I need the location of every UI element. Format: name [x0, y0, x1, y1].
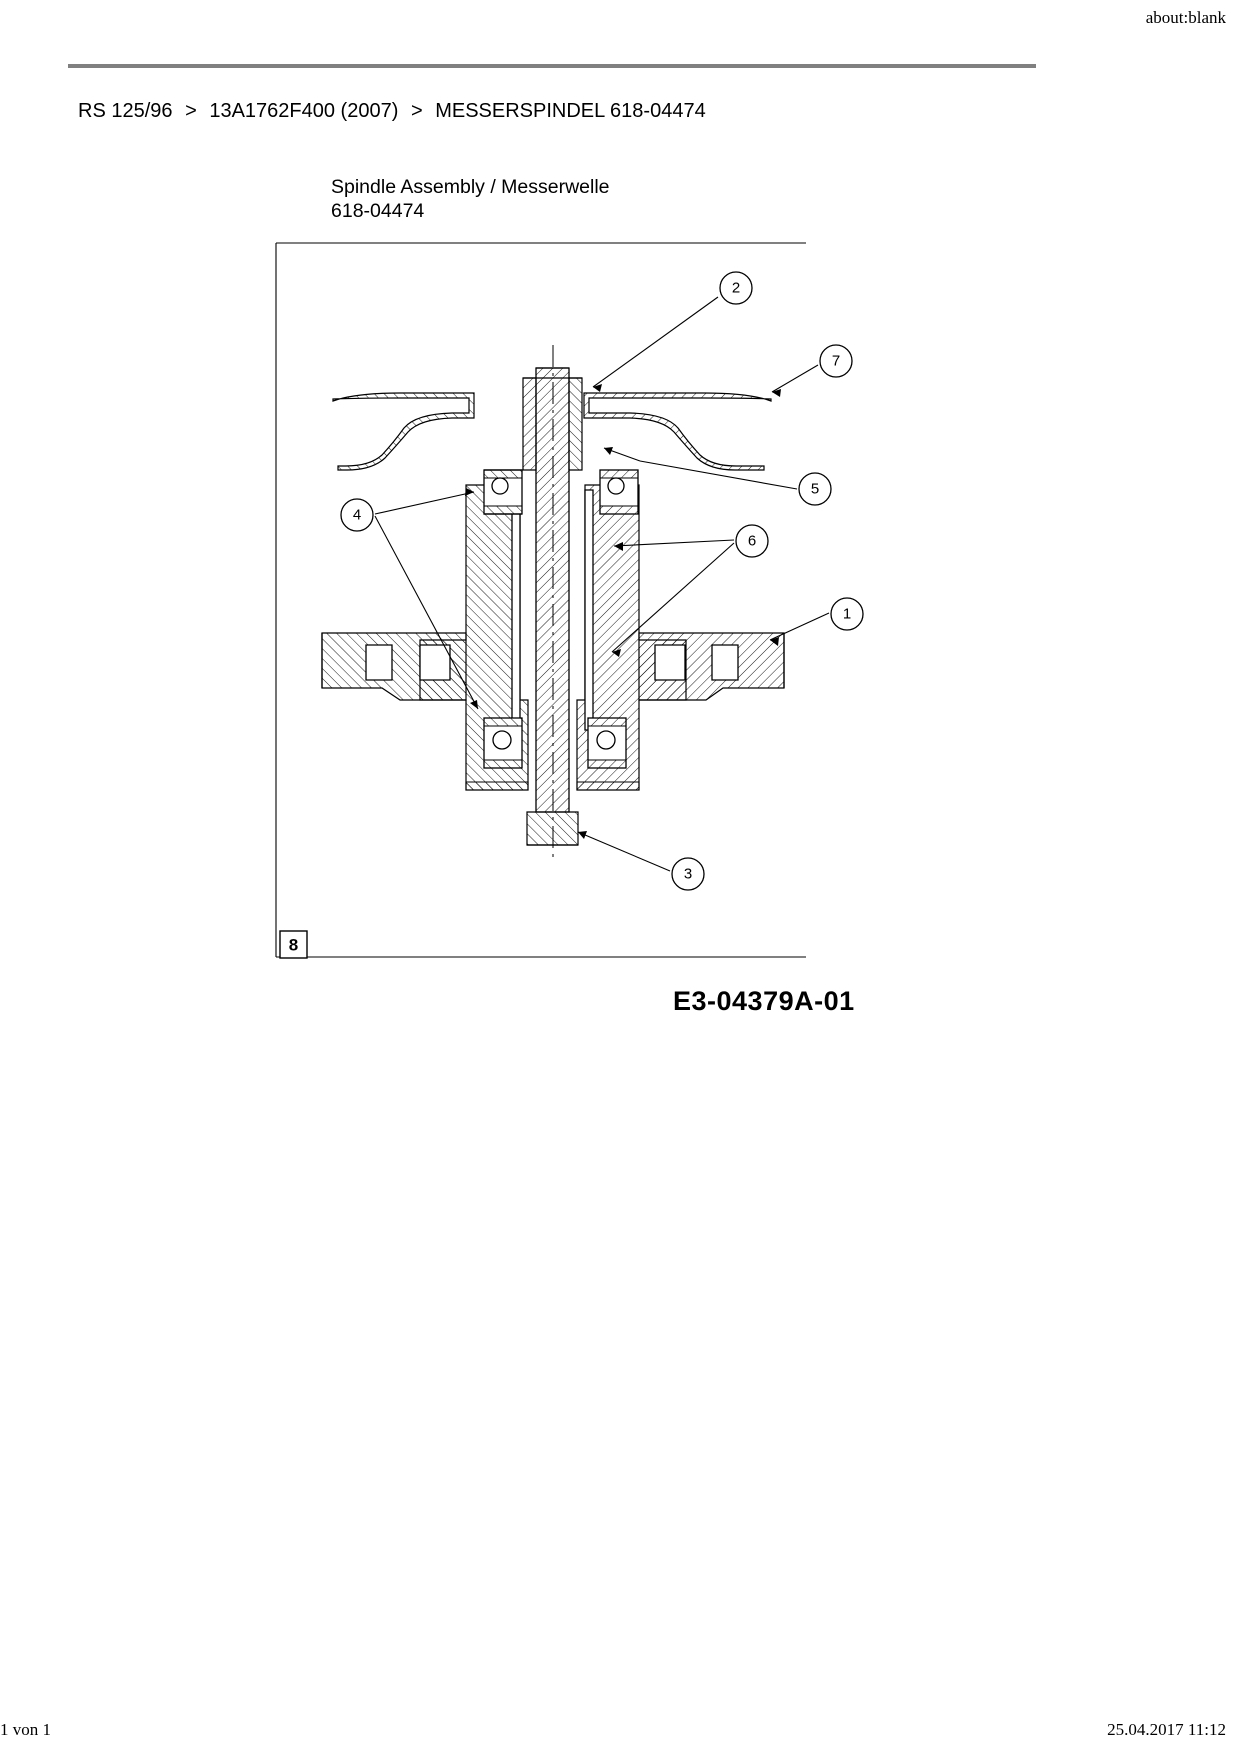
callout-4-label: 4 [352, 506, 362, 524]
callout-6-label: 6 [747, 532, 757, 550]
callout-5-label: 5 [810, 480, 820, 498]
print-url-label: about:blank [1145, 8, 1226, 27]
breadcrumb-separator: > [185, 100, 197, 122]
breadcrumb-item-model[interactable]: RS 125/96 [78, 100, 173, 122]
breadcrumb-item-type[interactable]: 13A1762F400 (2007) [209, 100, 399, 122]
sheet-number-box [280, 931, 307, 958]
callout-6[interactable] [736, 525, 768, 557]
page-indicator: 1 von 1 [0, 1720, 51, 1739]
upper-bearing-left [484, 470, 522, 514]
callout-1[interactable] [831, 598, 863, 630]
breadcrumb-item-assembly[interactable]: MESSERSPINDEL 618-04474 [435, 100, 706, 122]
spindle-assembly-drawing [219, 133, 883, 1075]
callout-7[interactable] [820, 345, 852, 377]
callout-3[interactable] [672, 858, 704, 890]
breadcrumb [78, 100, 706, 123]
callout-2[interactable] [720, 272, 752, 304]
lower-bearing-left [484, 718, 522, 768]
header-divider [68, 64, 1036, 68]
callout-5[interactable] [799, 473, 831, 505]
callout-1-label: 1 [842, 605, 852, 623]
diagram-title-line1: Spindle Assembly / Messerwelle [331, 176, 610, 198]
print-timestamp: 25.04.2017 11:12 [1107, 1720, 1226, 1739]
diagram-title-line2: 618-04474 [331, 200, 425, 222]
callout-3-label: 3 [683, 865, 693, 883]
callout-4[interactable] [341, 499, 373, 531]
breadcrumb-separator: > [410, 100, 423, 122]
upper-bearing-right [600, 470, 638, 514]
sheet-number-label: 8 [288, 935, 299, 955]
callout-2-label: 2 [731, 279, 741, 297]
lower-bearing-right [588, 718, 626, 768]
callout-7-label: 7 [831, 352, 841, 370]
drawing-code-label: E3-04379A-01 [673, 986, 855, 1016]
parts-diagram [219, 133, 883, 1075]
spindle-cross-section [322, 345, 784, 862]
